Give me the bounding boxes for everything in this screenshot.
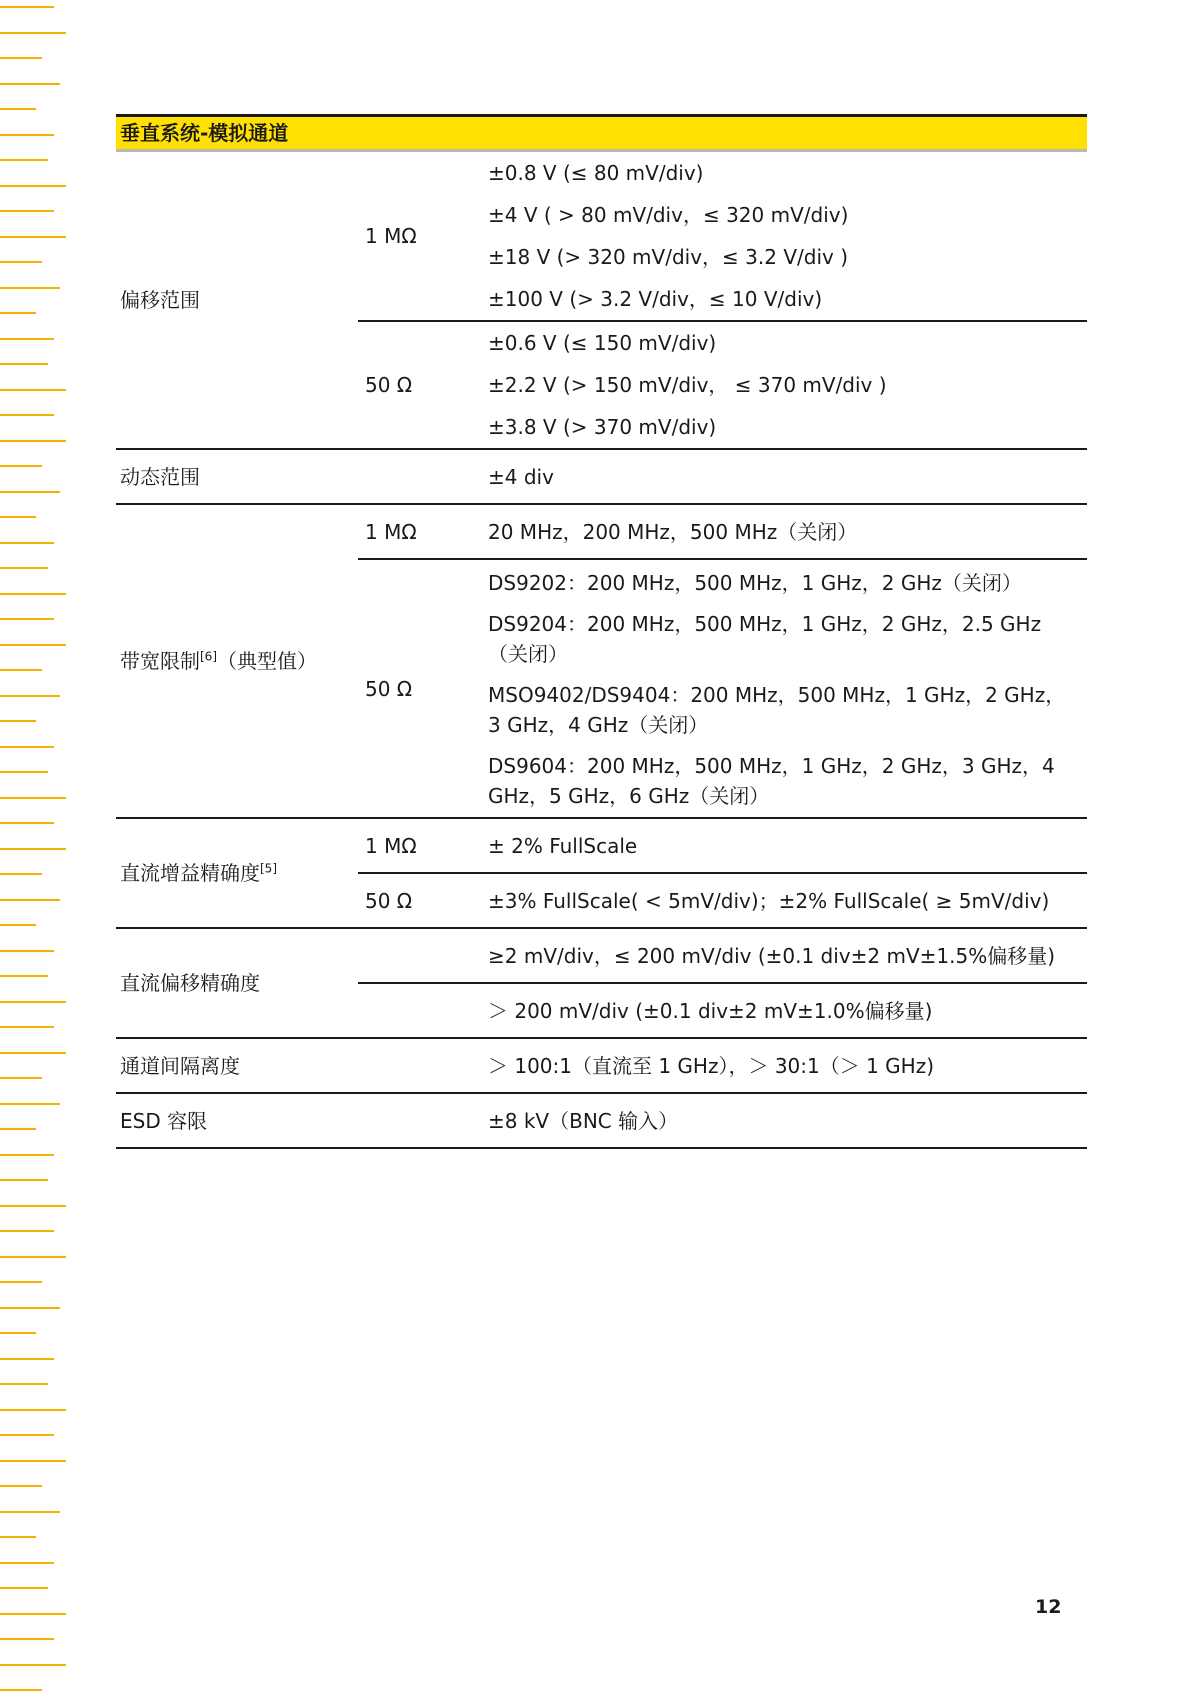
margin-line	[0, 618, 54, 620]
row-label-isolation: 通道间隔离度	[116, 1038, 358, 1093]
margin-line	[0, 363, 48, 365]
table-row	[116, 1038, 1087, 1093]
table-row	[116, 1093, 1087, 1148]
margin-line	[0, 1383, 48, 1385]
row-label-offset-range: 偏移范围	[116, 151, 358, 450]
value-line: ±0.8 V (≤ 80 mV/div)	[488, 161, 704, 185]
margin-line	[0, 924, 36, 926]
margin-line	[0, 1052, 66, 1054]
section-title: 垂直系统-模拟通道	[116, 116, 1087, 151]
value-line: ±3.8 V (> 370 mV/div)	[488, 415, 717, 439]
margin-line	[0, 1179, 48, 1181]
margin-line	[0, 1154, 54, 1156]
sub-label-empty	[358, 1093, 480, 1148]
value-line: ±0.6 V (≤ 150 mV/div)	[488, 331, 717, 355]
sub-label-1mohm: 1 MΩ	[358, 818, 480, 873]
margin-line	[0, 287, 60, 289]
margin-line	[0, 32, 66, 34]
table-row	[116, 818, 1087, 873]
margin-line	[0, 159, 48, 161]
row-label-dc-gain	[116, 818, 358, 928]
value-cell: ＞ 200 mV/div (±0.1 div±2 mV±1.0%偏移量)	[480, 983, 1087, 1038]
value-cell: ±3% FullScale( < 5mV/div)；±2% FullScale( ≥ 5mV/div)	[480, 873, 1087, 928]
margin-line	[0, 1128, 36, 1130]
value-line: DS9202：200 MHz，500 MHz，1 GHz，2 GHz（关闭）	[488, 571, 1022, 595]
sub-label-empty	[358, 983, 480, 1038]
sub-label-empty	[358, 449, 480, 504]
margin-line	[0, 1026, 54, 1028]
row-label-dynamic-range: 动态范围	[116, 449, 358, 504]
label-text: 直流增益精确度	[120, 861, 260, 885]
table-header-row	[116, 116, 1087, 151]
value-cell	[480, 559, 1087, 818]
margin-line	[0, 236, 66, 238]
margin-line	[0, 1511, 60, 1513]
label-text: 带宽限制	[120, 649, 200, 673]
margin-line	[0, 1307, 60, 1309]
row-label-esd: ESD 容限	[116, 1093, 358, 1148]
margin-line	[0, 1332, 36, 1334]
row-label-dc-offset: 直流偏移精确度	[116, 928, 358, 1038]
sub-label-empty	[358, 928, 480, 983]
margin-line	[0, 83, 60, 85]
margin-line	[0, 1358, 54, 1360]
sub-label-50ohm: 50 Ω	[358, 873, 480, 928]
table-row	[116, 151, 1087, 322]
margin-line	[0, 312, 36, 314]
margin-line	[0, 1103, 60, 1105]
margin-line	[0, 1281, 42, 1283]
margin-line	[0, 644, 66, 646]
margin-line	[0, 1536, 36, 1538]
margin-line	[0, 542, 54, 544]
table-row	[116, 504, 1087, 559]
margin-line	[0, 975, 48, 977]
margin-line	[0, 465, 42, 467]
margin-line	[0, 108, 36, 110]
value-line: DS9204：200 MHz，500 MHz，1 GHz，2 GHz，2.5 GHz（关闭）	[488, 612, 1042, 666]
margin-line	[0, 899, 60, 901]
margin-line	[0, 1638, 54, 1640]
value-cell: ±4 div	[480, 449, 1087, 504]
value-line: DS9604：200 MHz，500 MHz，1 GHz，2 GHz，3 GHz，4 GHz，5 GHz，6 GHz（关闭）	[488, 754, 1055, 808]
margin-line	[0, 669, 42, 671]
margin-line	[0, 746, 54, 748]
value-cell	[480, 151, 1087, 322]
margin-line	[0, 6, 54, 8]
margin-line	[0, 57, 42, 59]
margin-line	[0, 771, 48, 773]
sub-label-50ohm: 50 Ω	[358, 321, 480, 449]
margin-line	[0, 134, 54, 136]
margin-line	[0, 210, 54, 212]
value-line: ±4 V ( > 80 mV/div，≤ 320 mV/div)	[488, 203, 849, 227]
margin-line	[0, 695, 60, 697]
footnote-ref: [5]	[260, 861, 277, 876]
value-cell	[480, 321, 1087, 449]
footnote-ref: [6]	[200, 649, 217, 664]
label-suffix: （典型值）	[217, 649, 317, 673]
margin-line	[0, 1587, 48, 1589]
margin-line	[0, 1664, 66, 1666]
margin-line	[0, 338, 54, 340]
value-line: ±100 V (> 3.2 V/div，≤ 10 V/div)	[488, 287, 823, 311]
value-cell: 20 MHz，200 MHz，500 MHz（关闭）	[480, 504, 1087, 559]
value-line: ±2.2 V (> 150 mV/div， ≤ 370 mV/div )	[488, 373, 887, 397]
margin-line	[0, 185, 66, 187]
margin-line	[0, 593, 66, 595]
margin-line	[0, 1689, 42, 1691]
sub-label-50ohm: 50 Ω	[358, 559, 480, 818]
margin-line	[0, 1001, 66, 1003]
margin-line	[0, 950, 54, 952]
table-row	[116, 928, 1087, 983]
margin-line	[0, 1256, 66, 1258]
margin-line	[0, 1460, 66, 1462]
margin-line	[0, 848, 66, 850]
margin-line	[0, 516, 36, 518]
value-cell: ≥2 mV/div，≤ 200 mV/div (±0.1 div±2 mV±1.5%偏移量)	[480, 928, 1087, 983]
margin-line	[0, 1230, 54, 1232]
page-number: 12	[1035, 1596, 1062, 1618]
spec-table	[116, 114, 1087, 1149]
margin-line	[0, 389, 66, 391]
margin-line	[0, 720, 36, 722]
margin-line	[0, 1613, 66, 1615]
margin-line	[0, 1434, 54, 1436]
margin-line	[0, 491, 60, 493]
sub-label-1mohm: 1 MΩ	[358, 151, 480, 322]
margin-line	[0, 1205, 66, 1207]
margin-line	[0, 1077, 42, 1079]
margin-line	[0, 567, 48, 569]
row-label-bandwidth-limit	[116, 504, 358, 818]
margin-line	[0, 1485, 42, 1487]
margin-line	[0, 414, 54, 416]
value-line: ±18 V (> 320 mV/div，≤ 3.2 V/div )	[488, 245, 848, 269]
value-cell: ± 2% FullScale	[480, 818, 1087, 873]
value-cell: ＞ 100:1（直流至 1 GHz），＞ 30:1（＞ 1 GHz)	[480, 1038, 1087, 1093]
table-row	[116, 449, 1087, 504]
margin-line	[0, 440, 66, 442]
margin-line	[0, 1562, 54, 1564]
sub-label-empty	[358, 1038, 480, 1093]
sub-label-1mohm: 1 MΩ	[358, 504, 480, 559]
margin-line	[0, 261, 42, 263]
margin-line	[0, 1409, 66, 1411]
margin-line	[0, 873, 42, 875]
margin-line	[0, 797, 66, 799]
margin-decoration	[0, 0, 75, 1696]
value-cell: ±8 kV（BNC 输入）	[480, 1093, 1087, 1148]
value-line: MSO9402/DS9404：200 MHz，500 MHz，1 GHz，2 GHz，3 GHz，4 GHz（关闭）	[488, 683, 1066, 737]
margin-line	[0, 822, 54, 824]
